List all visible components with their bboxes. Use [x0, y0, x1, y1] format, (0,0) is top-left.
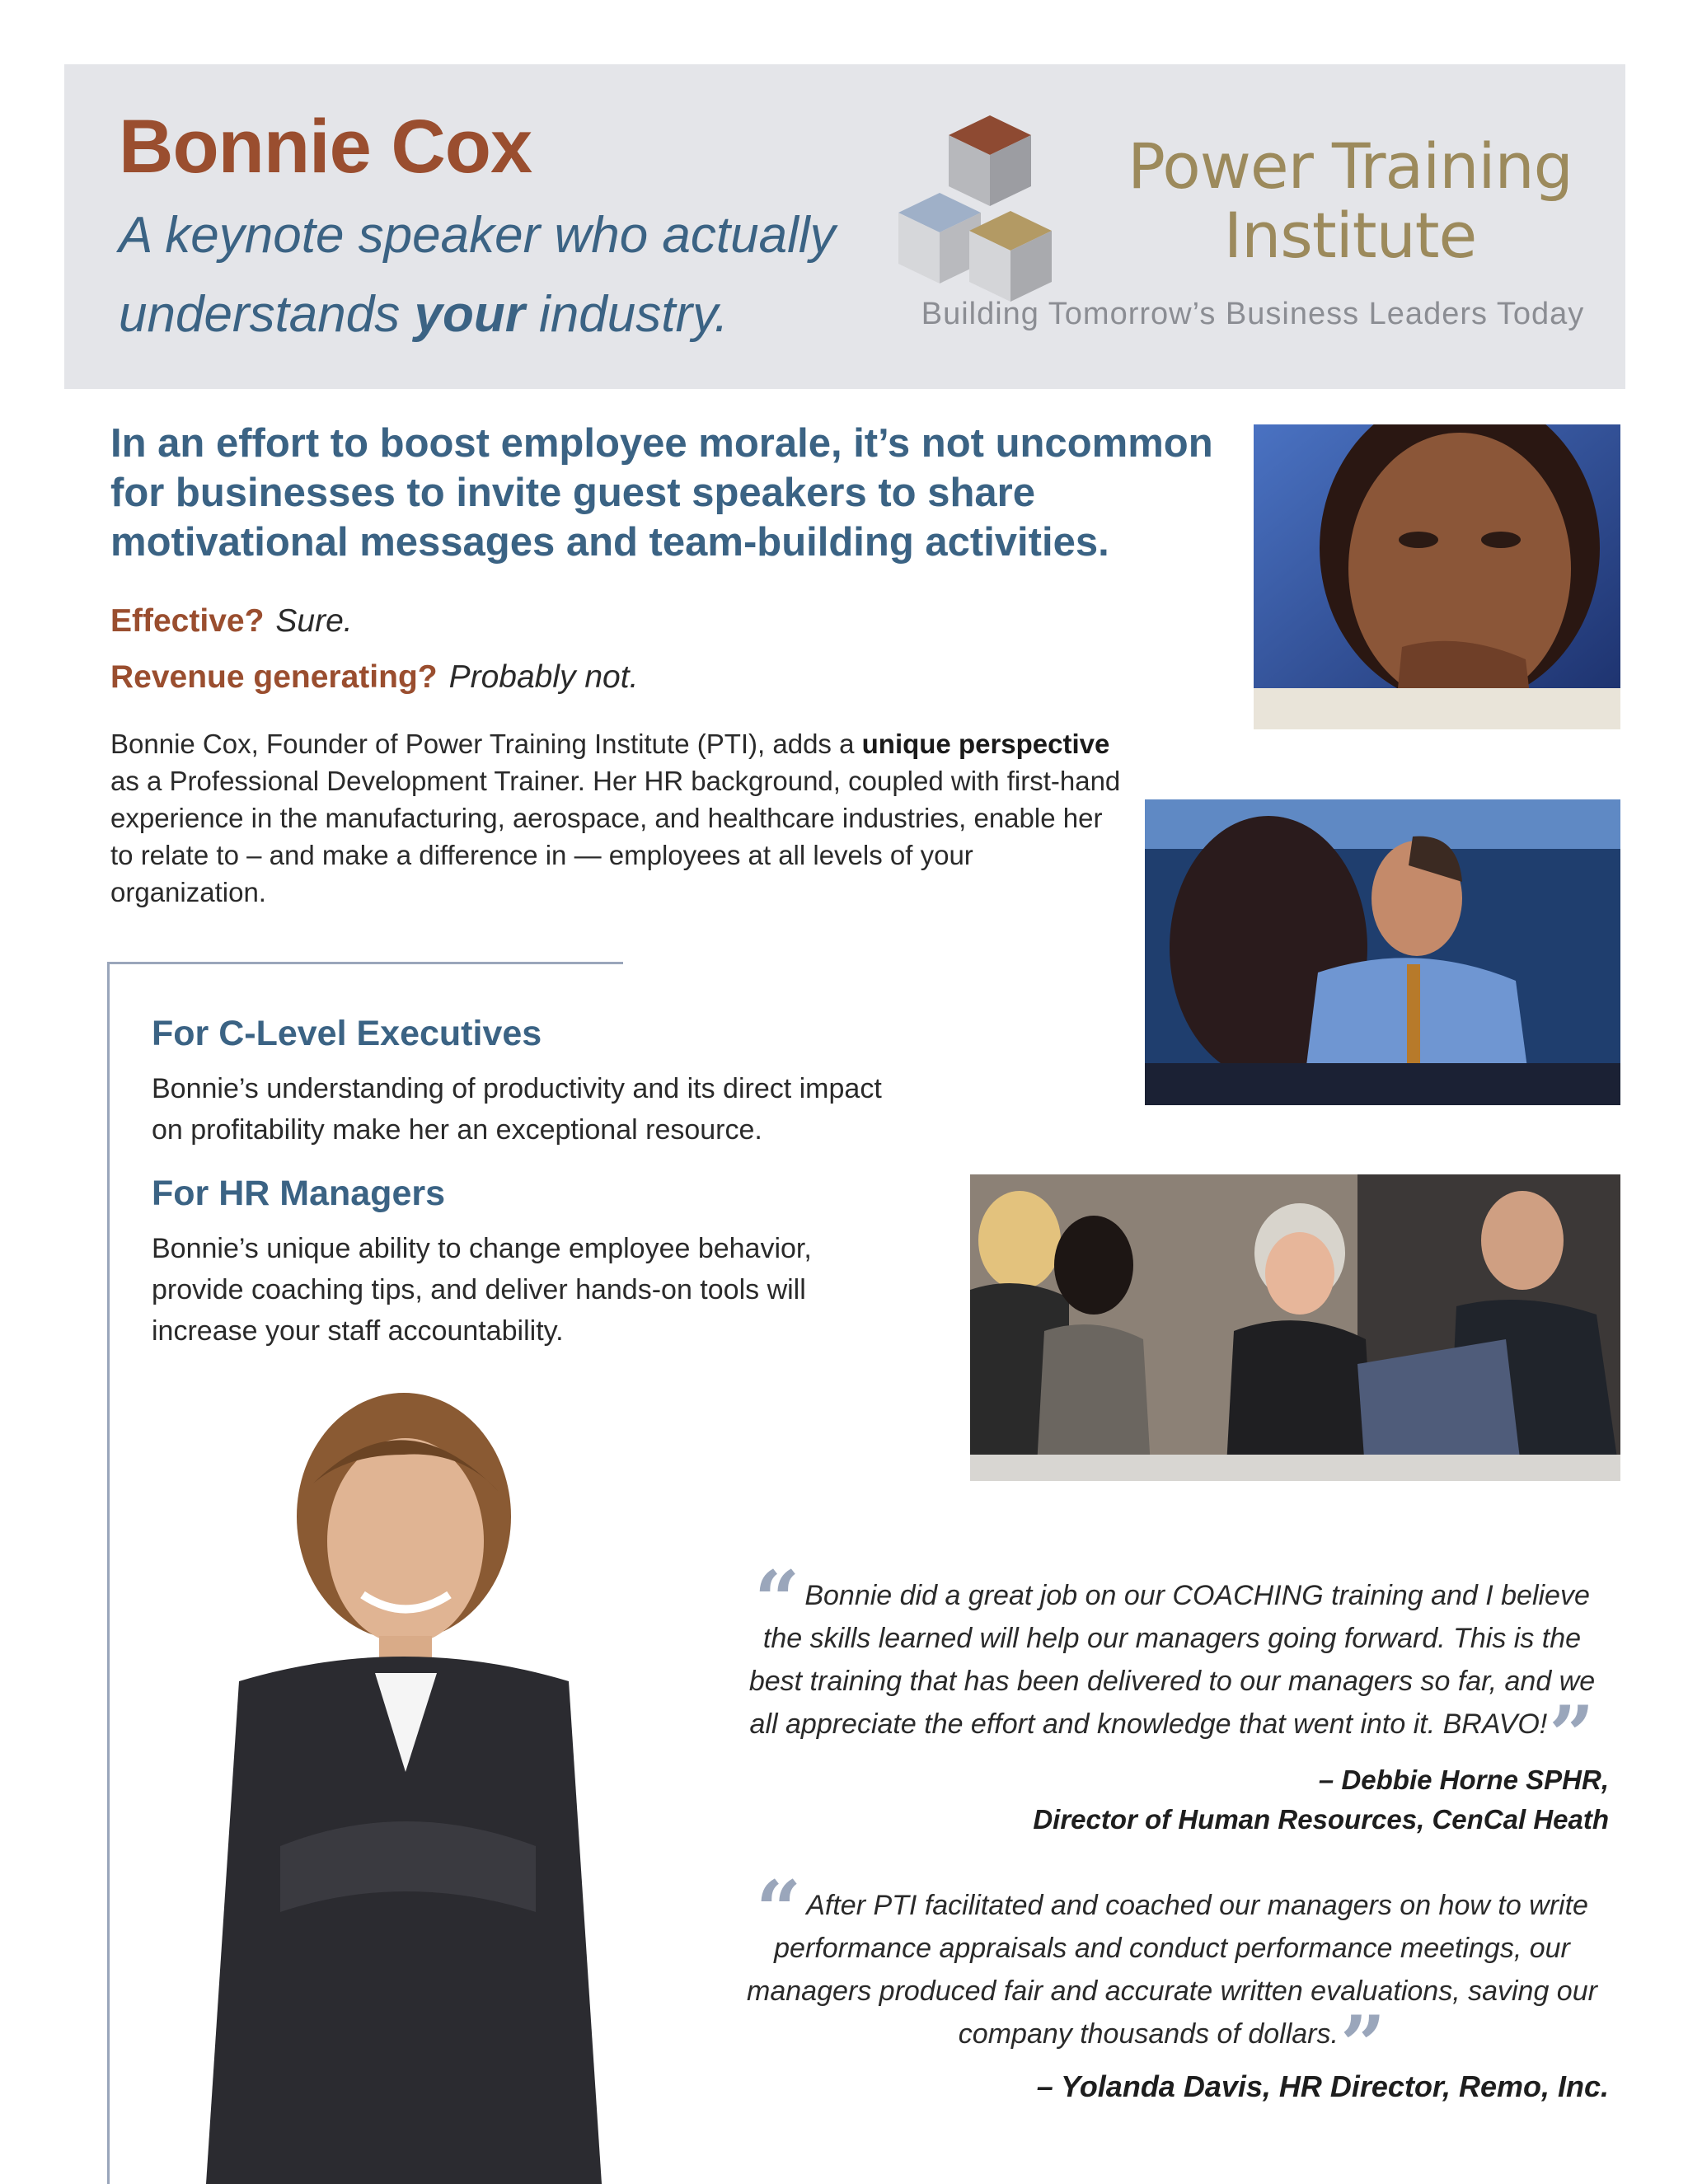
tagline-emphasis: your: [414, 286, 525, 343]
photo-bonnie-cox: [190, 1385, 618, 2184]
photo-team-meeting: [970, 1174, 1620, 1481]
open-quote-icon: “: [754, 1554, 800, 1647]
qa-revenue: [110, 658, 638, 697]
testimonial-1-attribution-1: – Debbie Horne SPHR,: [1318, 1765, 1609, 1795]
photo-phone-executive: [1145, 799, 1620, 1105]
tagline-start: A keynote speaker who actually understands: [119, 207, 836, 343]
tagline: [119, 196, 893, 354]
bio-end: as a Professional Development Trainer. Her HR background, coupled with first-hand experience in the manufacturing, aerospace, and healthcare industries, enable her to relate to – and make a difference in — employees at all levels of your organization.: [110, 766, 1121, 907]
answer-revenue: Probably not.: [448, 659, 639, 695]
section-title-executives: For C-Level Executives: [152, 1014, 542, 1053]
question-revenue: Revenue generating?: [110, 659, 438, 695]
logo-wordmark: [1119, 129, 1581, 272]
bio-start: Bonnie Cox, Founder of Power Training Institute (PTI), adds a: [110, 729, 862, 759]
section-text-executives: Bonnie’s understanding of productivity and its direct impact on profitability make her an exceptional resource.: [152, 1073, 882, 1146]
qa-effective: [110, 602, 353, 641]
tagline-end: industry.: [524, 286, 729, 343]
testimonial-1-attribution-2: Director of Human Resources, CenCal Heath: [1033, 1804, 1609, 1835]
logo-line-2: Institute: [1223, 199, 1477, 272]
section-text-hr-managers: Bonnie’s unique ability to change employee behavior, provide coaching tips, and deliver hands-on tools will increase your staff accountability.: [152, 1233, 812, 1347]
logo-cubes-icon: [895, 107, 1085, 302]
bracket-line-left: [107, 962, 110, 2184]
header-banner: [64, 64, 1625, 389]
logo-line-1: Power Training: [1128, 129, 1573, 203]
open-quote-icon: “: [756, 1863, 802, 1957]
bio-paragraph: [110, 725, 1132, 911]
testimonial-1: [735, 1554, 1609, 1840]
testimonial-2-attribution: – Yolanda Davis, HR Director, Remo, Inc.: [1036, 2069, 1609, 2103]
section-title-hr-managers: For HR Managers: [152, 1174, 446, 1213]
close-quote-icon: ”: [1549, 1689, 1595, 1782]
intro-headline: In an effort to boost employee morale, it’s not uncommon for businesses to invite guest speakers to share motivational messages and team-building activities.: [110, 421, 1213, 565]
logo-slogan: Building Tomorrow’s Business Leaders Today: [921, 297, 1585, 331]
testimonial-1-text: Bonnie did a great job on our COACHING training and I believe the skills learned will help our managers going forward. This is the best training that has been delivered to our managers so far, and we all appreciate the effort and knowledge that went into it. BRAVO!: [748, 1580, 1596, 1740]
speaker-name: Bonnie Cox: [119, 105, 532, 189]
question-effective: Effective?: [110, 603, 265, 639]
close-quote-icon: ”: [1339, 1999, 1386, 2092]
bracket-line-top: [107, 962, 623, 964]
answer-effective: Sure.: [275, 603, 353, 639]
bio-bold: unique perspective: [861, 729, 1110, 759]
testimonial-2-text: After PTI facilitated and coached our managers on how to write performance appraisals and conduct performance meetings, our managers produced fair and accurate written evaluations, saving our company thousands of dollars.: [747, 1890, 1597, 2050]
photo-thinking-man: [1254, 424, 1620, 729]
testimonial-2: [735, 1863, 1609, 2107]
